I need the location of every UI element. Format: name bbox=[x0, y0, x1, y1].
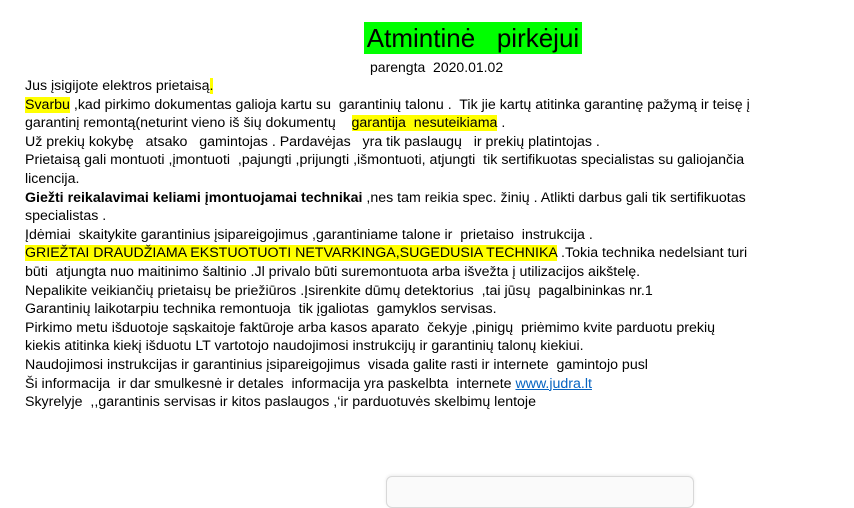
text-line bbox=[25, 151, 825, 170]
text-segment: Nepalikite veikiančių prietaisų be priežiūros .Įsirenkite dūmų detektorius ,tai jūsų pagalbininkas nr.1 bbox=[25, 282, 653, 299]
document-date: parengta 2020.01.02 bbox=[370, 59, 504, 75]
text-segment: ,nes tam reikia spec. žinių . Atlikti darbus gali tik sertifikuotas bbox=[362, 189, 746, 206]
text-line bbox=[25, 114, 825, 133]
document-body bbox=[25, 77, 825, 412]
highlighted-text: GRIEŽTAI DRAUDŽIAMA EKSTUOTUOTI NETVARKINGA,SUGEDUSIA TECHNIKA bbox=[25, 245, 558, 262]
text-segment: kiekis atitinka kiekį išduotu LT vartotojo naudojimosi instrukcijų ir garantinių talonų kiekiui. bbox=[25, 338, 584, 355]
text-segment: specialistas . bbox=[25, 208, 107, 225]
text-segment: Skyrelyje ,,garantinis servisas ir kitos paslaugos ,‘ir parduotuvės skelbimų lentoje bbox=[25, 394, 536, 411]
text-line bbox=[25, 170, 825, 189]
highlighted-text: garantija nesuteikiama bbox=[351, 115, 498, 132]
text-segment: Ši informacija ir dar smulkesnė ir detales informacija yra paskelbta internete bbox=[25, 375, 516, 392]
text-line bbox=[25, 189, 825, 208]
text-segment: Prietaisą gali montuoti ,įmontuoti ,pajungti ,prijungti ,išmontuoti, atjungti tik sertifikuotas specialistas su galiojančia bbox=[25, 152, 745, 169]
text-segment: Už prekių kokybę atsako gamintojas . Pardavėjas yra tik paslaugų ir prekių platintojas . bbox=[25, 133, 600, 150]
text-segment: ,kad pirkimo dokumentas galioja kartu su garantinių talonu . Tik jie kartų atitinka garantinę pažymą ir teisę į bbox=[69, 96, 750, 113]
text-line bbox=[25, 393, 825, 412]
text-line bbox=[25, 133, 825, 152]
title-container bbox=[0, 22, 854, 54]
text-line bbox=[25, 356, 825, 375]
document-title: Atmintinė pirkėjui bbox=[364, 22, 582, 54]
text-line bbox=[25, 375, 825, 394]
floating-panel bbox=[386, 476, 694, 508]
text-segment: .Tokia technika nedelsiant turi bbox=[557, 245, 748, 262]
text-line bbox=[25, 282, 825, 301]
text-line bbox=[25, 337, 825, 356]
text-line bbox=[25, 263, 825, 282]
text-line bbox=[25, 300, 825, 319]
highlighted-text: . bbox=[209, 78, 214, 94]
text-segment: Garantinių laikotarpiu technika remontuoja tik įgaliotas gamyklos servisas. bbox=[25, 301, 497, 318]
text-line bbox=[25, 244, 825, 263]
text-line bbox=[25, 207, 825, 226]
highlighted-text: Svarbu bbox=[25, 96, 70, 113]
text-line bbox=[25, 319, 825, 338]
text-segment: licencija. bbox=[25, 170, 80, 187]
text-line bbox=[25, 96, 825, 115]
text-line bbox=[25, 77, 825, 96]
text-segment: Jus įsigijote elektros prietaisą bbox=[25, 78, 210, 94]
text-segment: Pirkimo metu išduotoje sąskaitoje faktūroje arba kasos aparato čekyje ,pinigų priėmimo kvite parduotu prekių bbox=[25, 319, 716, 336]
bold-text: Giežti reikalavimai keliami įmontuojamai technikai bbox=[25, 189, 363, 206]
text-segment: garantinį remontą(neturint vieno iš šių dokumentų bbox=[25, 115, 352, 132]
text-segment: Įdėmiai skaitykite garantinius įsipareigojimus ,garantiniame talone ir prietaiso instrukcija . bbox=[25, 226, 593, 243]
text-segment: . bbox=[497, 115, 506, 132]
text-segment: Naudojimosi instrukcijas ir garantinius įsipareigojimus visada galite rasti ir internete gamintojo pusl bbox=[25, 356, 648, 373]
text-segment: būti atjungta nuo maitinimo šaltinio .Jl privalo būti suremontuota arba išvežta į utilizacijos aikštelę. bbox=[25, 263, 641, 280]
text-line bbox=[25, 226, 825, 245]
website-link[interactable]: www.judra.lt bbox=[515, 375, 592, 392]
